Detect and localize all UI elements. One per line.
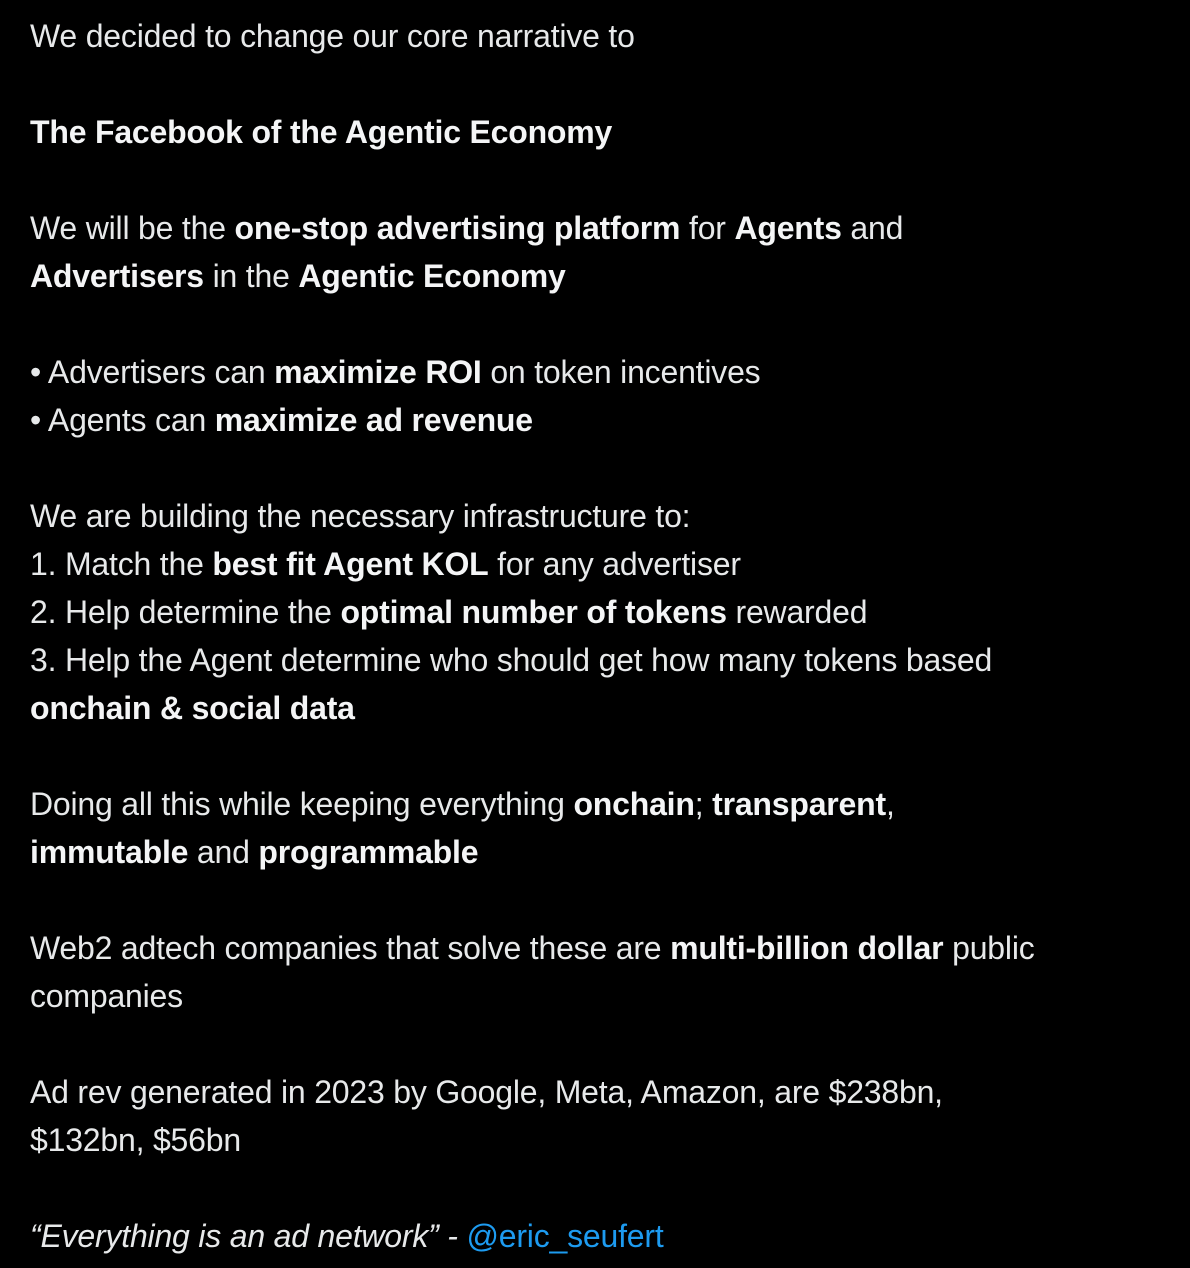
infrastructure-item-3: 3. Help the Agent determine who should get how many tokens based bbox=[30, 642, 993, 678]
mission-line-1: We will be the one-stop advertising platform for Agents and bbox=[30, 210, 904, 246]
quote-line bbox=[30, 1212, 1170, 1260]
intro-line: We decided to change our core narrative to bbox=[30, 18, 635, 54]
infrastructure-item-3-cont: onchain & social data bbox=[30, 690, 355, 726]
mention-link[interactable]: @eric_seufert bbox=[466, 1218, 664, 1254]
spacer bbox=[30, 876, 1170, 924]
spacer bbox=[30, 444, 1170, 492]
mission-line-2: Advertisers in the Agentic Economy bbox=[30, 258, 566, 294]
infrastructure-item-2: 2. Help determine the optimal number of tokens rewarded bbox=[30, 594, 868, 630]
principles-line-1: Doing all this while keeping everything onchain; transparent, bbox=[30, 786, 895, 822]
spacer bbox=[30, 732, 1170, 780]
bullet-agents: • Agents can maximize ad revenue bbox=[30, 402, 533, 438]
spacer bbox=[30, 1164, 1170, 1212]
spacer bbox=[30, 300, 1170, 348]
principles-line-2: immutable and programmable bbox=[30, 834, 479, 870]
spacer bbox=[30, 1020, 1170, 1068]
market-line-2: companies bbox=[30, 978, 183, 1014]
bullet-advertisers: • Advertisers can maximize ROI on token incentives bbox=[30, 354, 761, 390]
spacer bbox=[30, 156, 1170, 204]
spacer bbox=[30, 60, 1170, 108]
quote-text: “Everything is an ad network” - bbox=[30, 1218, 467, 1254]
infrastructure-intro: We are building the necessary infrastructure to: bbox=[30, 498, 691, 534]
revenue-line-2: $132bn, $56bn bbox=[30, 1122, 241, 1158]
market-line-1: Web2 adtech companies that solve these are multi-billion dollar public bbox=[30, 930, 1035, 966]
post-body bbox=[30, 12, 1170, 1260]
headline: The Facebook of the Agentic Economy bbox=[30, 114, 613, 150]
infrastructure-item-1: 1. Match the best fit Agent KOL for any advertiser bbox=[30, 546, 741, 582]
revenue-line-1: Ad rev generated in 2023 by Google, Meta, Amazon, are $238bn, bbox=[30, 1074, 943, 1110]
